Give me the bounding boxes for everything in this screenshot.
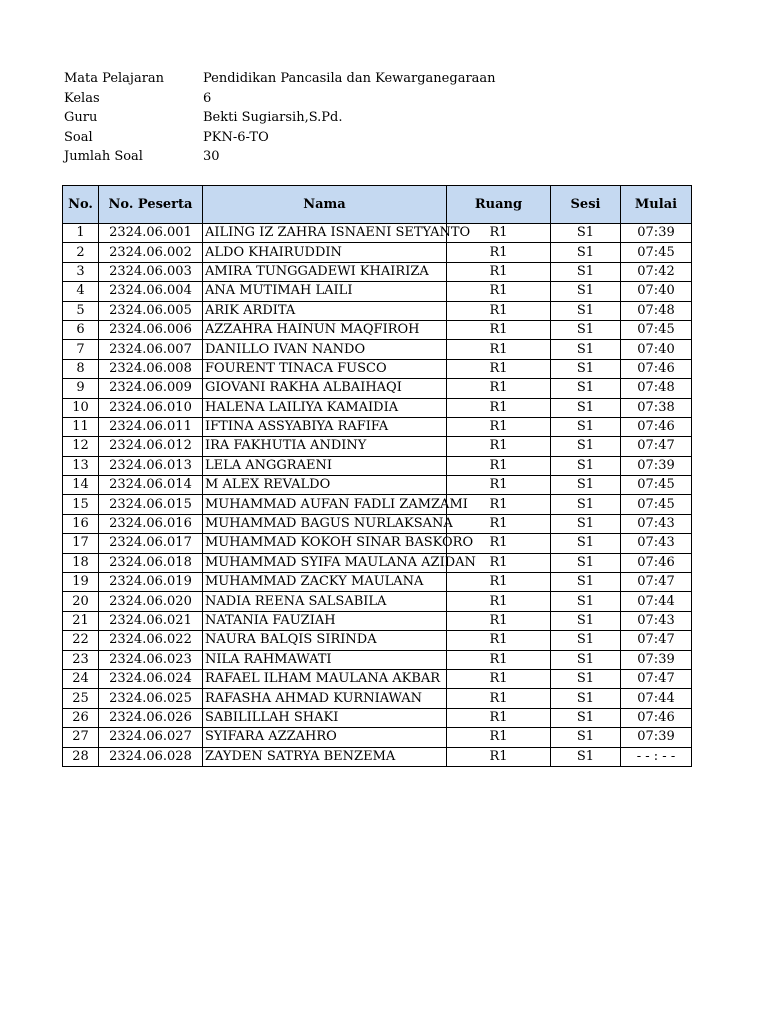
room: R1 [447, 398, 551, 417]
table-row [63, 340, 692, 359]
start-time: 07:42 [621, 262, 692, 281]
row-number: 25 [63, 689, 99, 708]
table-row [63, 320, 692, 339]
session: S1 [551, 631, 621, 650]
room: R1 [447, 708, 551, 727]
row-number: 24 [63, 669, 99, 688]
row-number: 22 [63, 631, 99, 650]
room: R1 [447, 573, 551, 592]
session: S1 [551, 417, 621, 436]
table-row [63, 650, 692, 669]
room: R1 [447, 340, 551, 359]
start-time: 07:46 [621, 359, 692, 378]
table-row [63, 553, 692, 572]
session: S1 [551, 437, 621, 456]
session: S1 [551, 262, 621, 281]
participant-name: IFTINA ASSYABIYA RAFIFA [203, 417, 447, 436]
start-time: 07:48 [621, 379, 692, 398]
start-time: 07:46 [621, 708, 692, 727]
table-row [63, 243, 692, 262]
participant-number: 2324.06.009 [99, 379, 203, 398]
room: R1 [447, 495, 551, 514]
table-row [63, 669, 692, 688]
participant-name: DANILLO IVAN NANDO [203, 340, 447, 359]
start-time: 07:43 [621, 534, 692, 553]
table-row [63, 611, 692, 630]
table-row [63, 495, 692, 514]
participant-number: 2324.06.027 [99, 728, 203, 747]
start-time: 07:39 [621, 224, 692, 243]
subject-label: Mata Pelajaran [64, 71, 165, 86]
row-number: 27 [63, 728, 99, 747]
table-row [63, 476, 692, 495]
table-row [63, 224, 692, 243]
table-row [63, 437, 692, 456]
start-time: 07:40 [621, 340, 692, 359]
row-number: 7 [63, 340, 99, 359]
room: R1 [447, 379, 551, 398]
participant-name: HALENA LAILIYA KAMAIDIA [203, 398, 447, 417]
participant-number: 2324.06.003 [99, 262, 203, 281]
participant-name: LELA ANGGRAENI [203, 456, 447, 475]
room: R1 [447, 747, 551, 766]
participant-number: 2324.06.028 [99, 747, 203, 766]
participant-name: SYIFARA AZZAHRO [203, 728, 447, 747]
participant-name: FOURENT TINACA FUSCO [203, 359, 447, 378]
session: S1 [551, 379, 621, 398]
participant-name: ALDO KHAIRUDDIN [203, 243, 447, 262]
row-number: 18 [63, 553, 99, 572]
row-number: 3 [63, 262, 99, 281]
participant-name: ZAYDEN SATRYA BENZEMA [203, 747, 447, 766]
row-number: 2 [63, 243, 99, 262]
room: R1 [447, 669, 551, 688]
room: R1 [447, 282, 551, 301]
start-time: 07:45 [621, 243, 692, 262]
participant-name: MUHAMMAD SYIFA MAULANA AZIDAN [203, 553, 447, 572]
participant-number: 2324.06.011 [99, 417, 203, 436]
row-number: 21 [63, 611, 99, 630]
table-row [63, 456, 692, 475]
room: R1 [447, 611, 551, 630]
row-number: 9 [63, 379, 99, 398]
question-set-label: Soal [64, 129, 93, 145]
session: S1 [551, 747, 621, 766]
room: R1 [447, 243, 551, 262]
session: S1 [551, 708, 621, 727]
start-time: 07:47 [621, 437, 692, 456]
session: S1 [551, 553, 621, 572]
room: R1 [447, 262, 551, 281]
table-row [63, 573, 692, 592]
start-time: 07:44 [621, 689, 692, 708]
exam-info [64, 69, 496, 167]
class-label: Kelas [64, 90, 100, 106]
participant-number: 2324.06.026 [99, 708, 203, 727]
participant-number: 2324.06.023 [99, 650, 203, 669]
participant-number: 2324.06.021 [99, 611, 203, 630]
participant-number: 2324.06.007 [99, 340, 203, 359]
room: R1 [447, 534, 551, 553]
participant-name: IRA FAKHUTIA ANDINY [203, 437, 447, 456]
room: R1 [447, 437, 551, 456]
info-row-question-set [64, 128, 496, 148]
header-participant-number: No. Peserta [99, 186, 203, 224]
participant-name: ARIK ARDITA [203, 301, 447, 320]
table-row [63, 747, 692, 766]
row-number: 5 [63, 301, 99, 320]
info-row-class [64, 89, 496, 109]
header-session: Sesi [551, 186, 621, 224]
row-number: 16 [63, 514, 99, 533]
room: R1 [447, 592, 551, 611]
session: S1 [551, 476, 621, 495]
session: S1 [551, 573, 621, 592]
participant-number: 2324.06.010 [99, 398, 203, 417]
room: R1 [447, 301, 551, 320]
participant-name: AMIRA TUNGGADEWI KHAIRIZA [203, 262, 447, 281]
start-time: 07:45 [621, 320, 692, 339]
table-row [63, 359, 692, 378]
session: S1 [551, 340, 621, 359]
table-row [63, 398, 692, 417]
session: S1 [551, 495, 621, 514]
row-number: 6 [63, 320, 99, 339]
row-number: 15 [63, 495, 99, 514]
table-row [63, 534, 692, 553]
participant-number: 2324.06.002 [99, 243, 203, 262]
row-number: 13 [63, 456, 99, 475]
session: S1 [551, 282, 621, 301]
participant-number: 2324.06.008 [99, 359, 203, 378]
session: S1 [551, 224, 621, 243]
table-row [63, 417, 692, 436]
session: S1 [551, 611, 621, 630]
row-number: 17 [63, 534, 99, 553]
row-number: 4 [63, 282, 99, 301]
start-time: 07:39 [621, 650, 692, 669]
row-number: 19 [63, 573, 99, 592]
participant-name: MUHAMMAD AUFAN FADLI ZAMZAMI [203, 495, 447, 514]
participant-number: 2324.06.025 [99, 689, 203, 708]
participant-number: 2324.06.020 [99, 592, 203, 611]
row-number: 14 [63, 476, 99, 495]
room: R1 [447, 689, 551, 708]
info-row-teacher [64, 108, 496, 128]
participant-number: 2324.06.006 [99, 320, 203, 339]
table-row [63, 708, 692, 727]
info-row-subject [64, 69, 496, 89]
table-row [63, 728, 692, 747]
row-number: 11 [63, 417, 99, 436]
table-row [63, 379, 692, 398]
start-time: 07:47 [621, 669, 692, 688]
room: R1 [447, 417, 551, 436]
room: R1 [447, 476, 551, 495]
participant-name: NATANIA FAUZIAH [203, 611, 447, 630]
start-time: 07:45 [621, 495, 692, 514]
row-number: 12 [63, 437, 99, 456]
start-time: 07:39 [621, 456, 692, 475]
table-row [63, 631, 692, 650]
table-header-row [63, 186, 692, 224]
start-time: - - : - - [621, 747, 692, 766]
start-time: 07:46 [621, 553, 692, 572]
start-time: 07:43 [621, 514, 692, 533]
start-time: 07:47 [621, 573, 692, 592]
participant-number: 2324.06.016 [99, 514, 203, 533]
participant-name: MUHAMMAD KOKOH SINAR BASKORO [203, 534, 447, 553]
question-set-value: PKN-6-TO [203, 129, 269, 145]
table-row [63, 282, 692, 301]
session: S1 [551, 456, 621, 475]
participant-number: 2324.06.012 [99, 437, 203, 456]
participant-name: NAURA BALQIS SIRINDA [203, 631, 447, 650]
question-count-value: 30 [203, 149, 220, 164]
row-number: 8 [63, 359, 99, 378]
participant-number: 2324.06.004 [99, 282, 203, 301]
subject-value: Pendidikan Pancasila dan Kewarganegaraan [203, 71, 496, 86]
header-start: Mulai [621, 186, 692, 224]
room: R1 [447, 224, 551, 243]
session: S1 [551, 592, 621, 611]
participant-number: 2324.06.019 [99, 573, 203, 592]
question-count-label: Jumlah Soal [64, 149, 143, 164]
session: S1 [551, 301, 621, 320]
participant-number: 2324.06.013 [99, 456, 203, 475]
row-number: 1 [63, 224, 99, 243]
session: S1 [551, 320, 621, 339]
session: S1 [551, 514, 621, 533]
start-time: 07:39 [621, 728, 692, 747]
session: S1 [551, 669, 621, 688]
start-time: 07:45 [621, 476, 692, 495]
participant-number: 2324.06.015 [99, 495, 203, 514]
participant-table [62, 185, 692, 767]
start-time: 07:38 [621, 398, 692, 417]
participant-number: 2324.06.018 [99, 553, 203, 572]
participant-name: SABILILLAH SHAKI [203, 708, 447, 727]
participant-number: 2324.06.022 [99, 631, 203, 650]
participant-number: 2324.06.024 [99, 669, 203, 688]
table-row [63, 262, 692, 281]
table-row [63, 592, 692, 611]
participant-name: NADIA REENA SALSABILA [203, 592, 447, 611]
participant-name: AILING IZ ZAHRA ISNAENI SETYANTO [203, 224, 447, 243]
participant-name: ANA MUTIMAH LAILI [203, 282, 447, 301]
session: S1 [551, 534, 621, 553]
start-time: 07:48 [621, 301, 692, 320]
room: R1 [447, 456, 551, 475]
participant-name: RAFASHA AHMAD KURNIAWAN [203, 689, 447, 708]
table-row [63, 301, 692, 320]
session: S1 [551, 359, 621, 378]
participant-number: 2324.06.014 [99, 476, 203, 495]
session: S1 [551, 650, 621, 669]
room: R1 [447, 631, 551, 650]
room: R1 [447, 514, 551, 533]
room: R1 [447, 320, 551, 339]
info-row-question-count [64, 147, 496, 167]
table-row [63, 689, 692, 708]
row-number: 28 [63, 747, 99, 766]
start-time: 07:47 [621, 631, 692, 650]
session: S1 [551, 398, 621, 417]
start-time: 07:40 [621, 282, 692, 301]
room: R1 [447, 728, 551, 747]
participant-number: 2324.06.017 [99, 534, 203, 553]
participant-number: 2324.06.001 [99, 224, 203, 243]
table-row [63, 514, 692, 533]
participant-name: M ALEX REVALDO [203, 476, 447, 495]
session: S1 [551, 728, 621, 747]
participant-name: AZZAHRA HAINUN MAQFIROH [203, 320, 447, 339]
header-name: Nama [203, 186, 447, 224]
row-number: 23 [63, 650, 99, 669]
participant-name: GIOVANI RAKHA ALBAIHAQI [203, 379, 447, 398]
header-no: No. [63, 186, 99, 224]
session: S1 [551, 243, 621, 262]
start-time: 07:43 [621, 611, 692, 630]
room: R1 [447, 553, 551, 572]
start-time: 07:46 [621, 417, 692, 436]
participant-name: NILA RAHMAWATI [203, 650, 447, 669]
session: S1 [551, 689, 621, 708]
participant-name: MUHAMMAD ZACKY MAULANA [203, 573, 447, 592]
participant-number: 2324.06.005 [99, 301, 203, 320]
row-number: 26 [63, 708, 99, 727]
participant-name: RAFAEL ILHAM MAULANA AKBAR [203, 669, 447, 688]
class-value: 6 [203, 90, 212, 106]
teacher-label: Guru [64, 110, 98, 125]
header-room: Ruang [447, 186, 551, 224]
row-number: 10 [63, 398, 99, 417]
row-number: 20 [63, 592, 99, 611]
room: R1 [447, 359, 551, 378]
participant-name: MUHAMMAD BAGUS NURLAKSANA [203, 514, 447, 533]
start-time: 07:44 [621, 592, 692, 611]
table-body [63, 224, 692, 767]
room: R1 [447, 650, 551, 669]
teacher-value: Bekti Sugiarsih,S.Pd. [203, 110, 343, 125]
